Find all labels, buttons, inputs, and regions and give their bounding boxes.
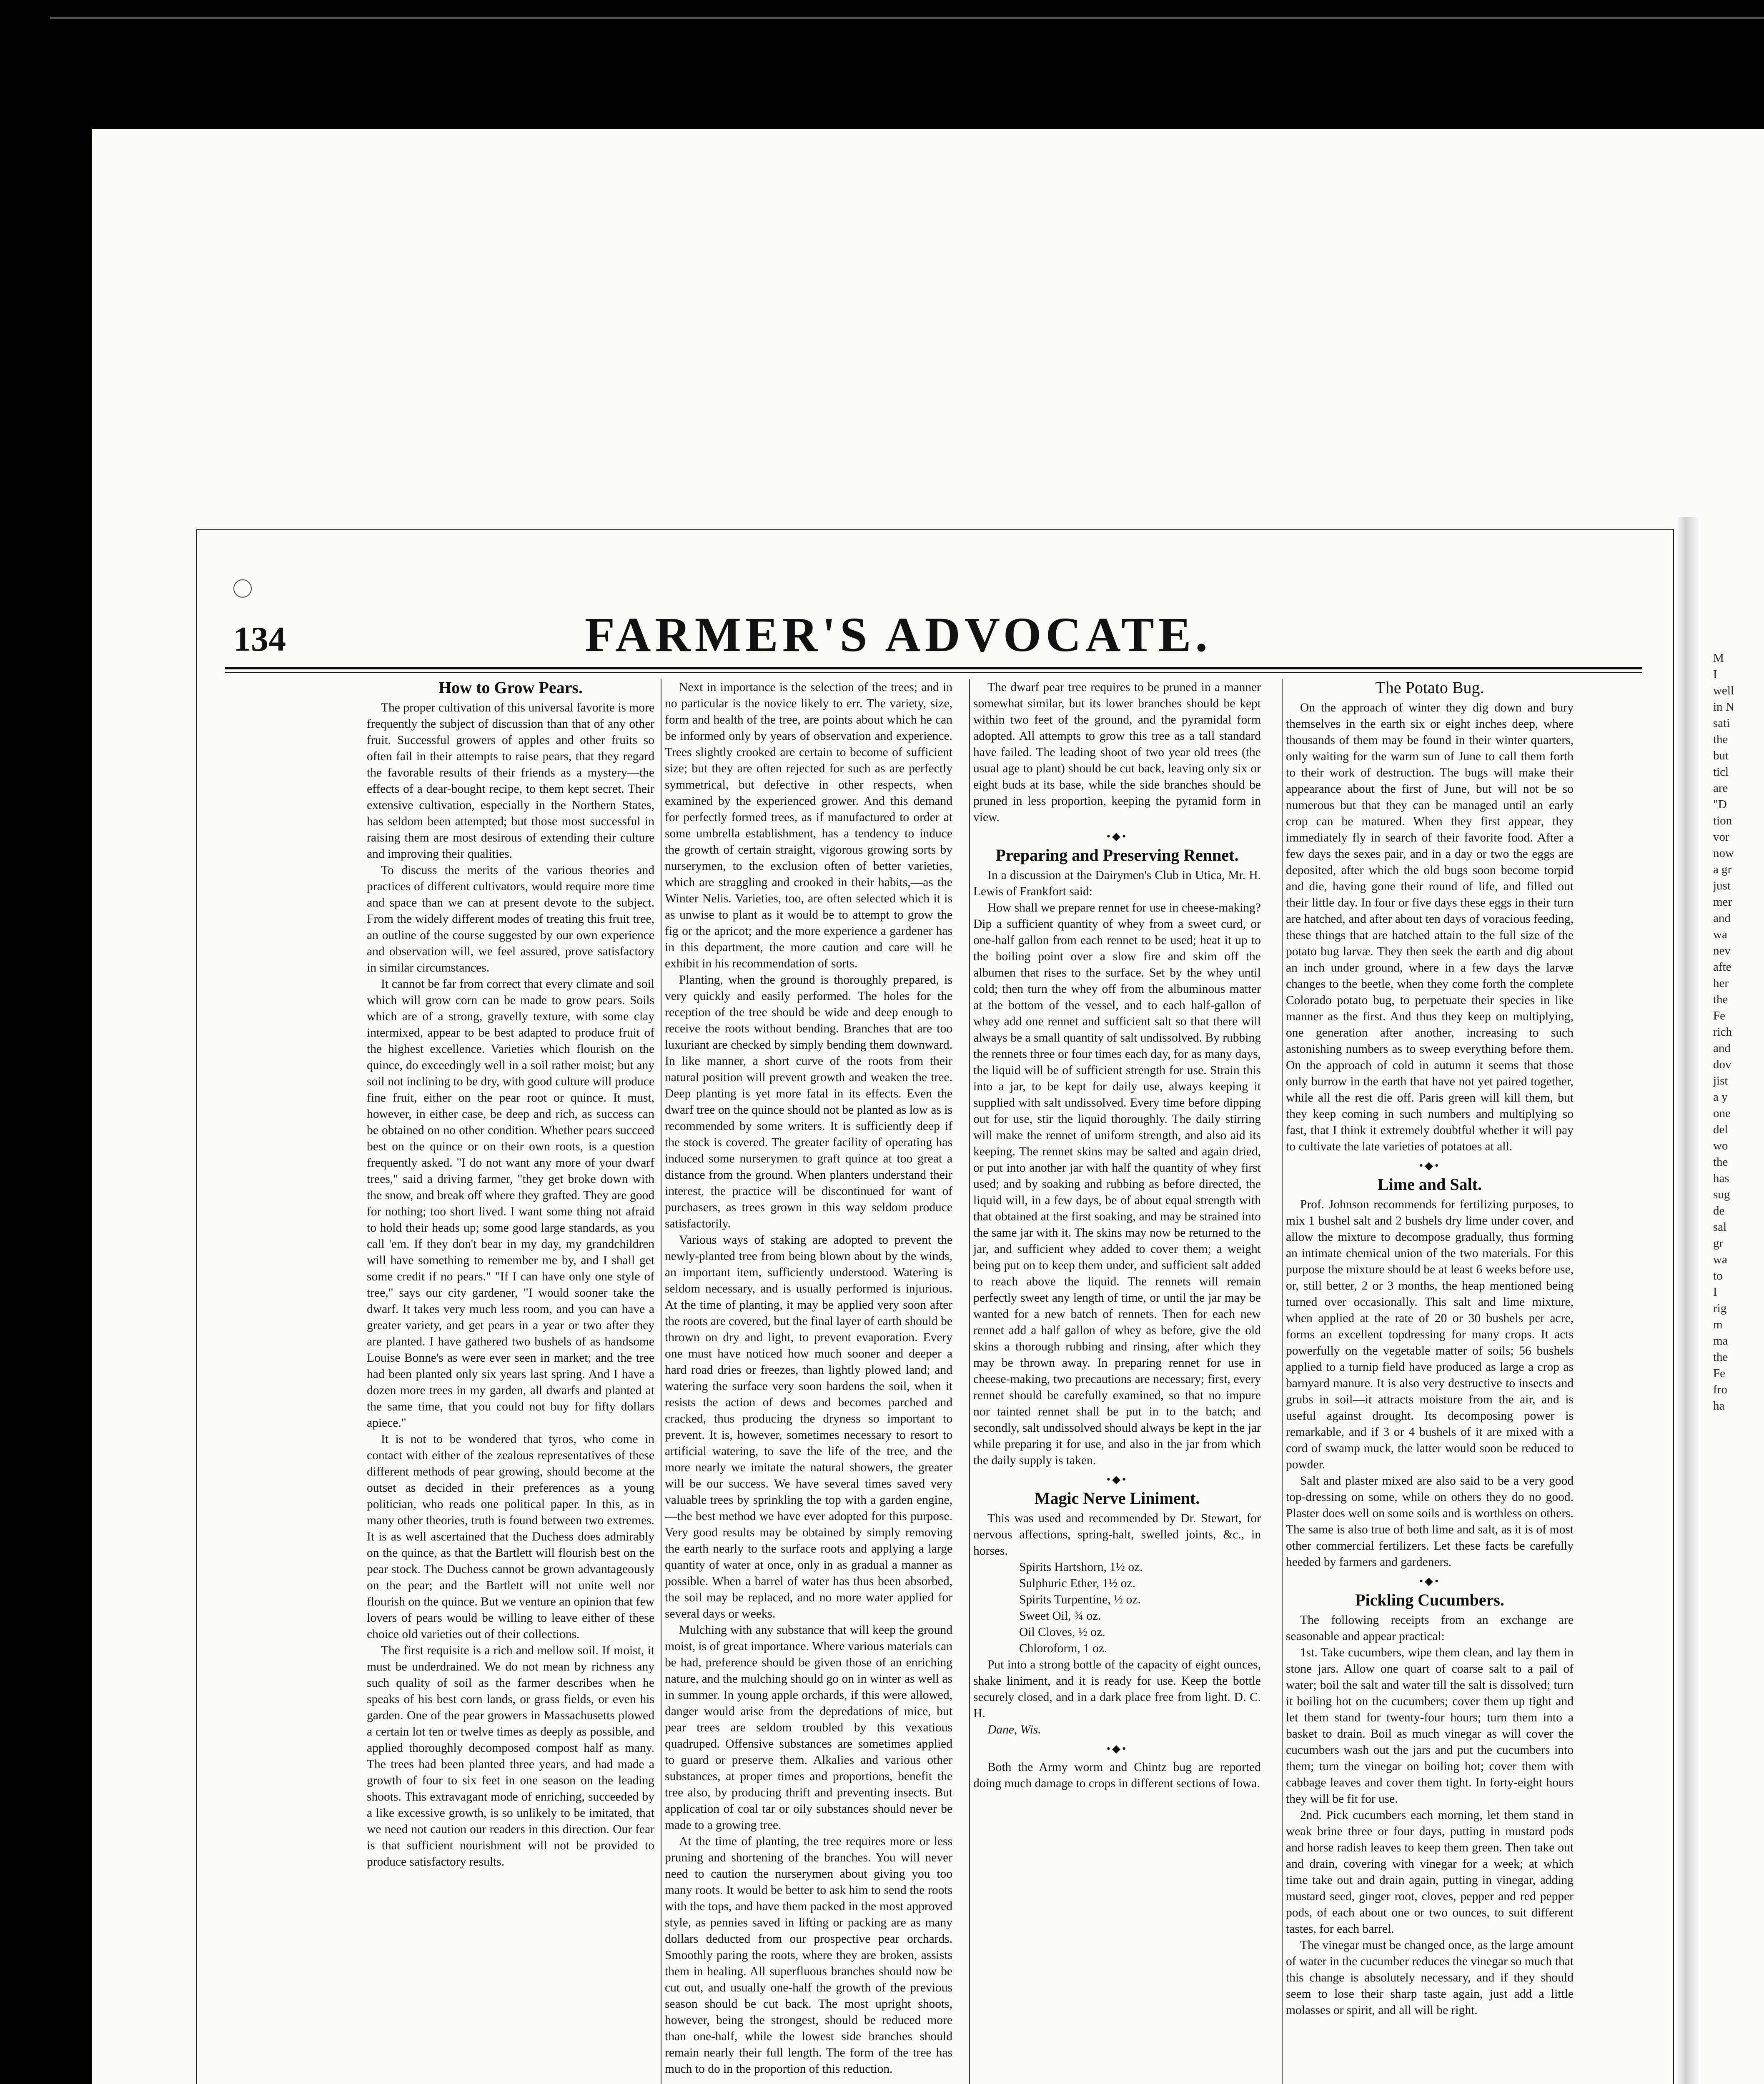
article-title-liniment: Magic Nerve Liniment.: [1034, 1489, 1200, 1508]
article-paragraph: The vinegar must be changed once, as the large amount of water in the cucumber reduces the vinegar so much that this change is absolutely necessary, and if they should seem to lose their sharp taste again, just add a little molasses or spirit, and all will be right.: [1286, 1939, 1574, 2017]
ingredient-line: Sweet Oil, ¾ oz.: [1019, 1609, 1101, 1623]
article-paragraph: This was used and recommended by Dr. Stewart, for nervous affections, spring-halt, swelled joints, &c., in horses.: [973, 1512, 1261, 1558]
masthead-title: FARMER'S ADVOCATE.: [584, 607, 1212, 662]
article-paragraph: At the time of planting, the tree requires more or less pruning and shortening of the branches. You will never need to caution the nurserymen about giving you too many roots. It would be better to ask him to send the roots with the tops, and have them packed in the most approved style, as pennies saved in lifting or packing are as many dollars deducted from our prospective pear orchards. Smoothly paring the roots, where they are broken, assists them in healing. All superfluous branches should now be cut out, and usually one-half the growth of the previous season should be cut back. The most upright shoots, however, being the strongest, should be reduced more than one-half, while the lowest side branches should remain nearly their full length. The form of the tree has much to do in the proportion of this reduction.: [665, 1835, 952, 2076]
facing-page-fragment-line: M: [1713, 651, 1724, 665]
column-3: [973, 679, 1261, 2084]
facing-page-fragment-line: are: [1713, 782, 1728, 795]
facing-page-fragment-line: fro: [1713, 1383, 1727, 1396]
article-paragraph: It cannot be far from correct that every climate and soil which will grow corn can be made to grow pears. Soils which are of a strong, gravelly texture, with some clay intermixed, appear to be best adapted to produce fruit of the highest excellence. Varieties which flourish on the quince, do exceedingly well in a soil rather moist; but any soil not inclining to be dry, with good culture will produce fine fruit, either on the pear root or quince. It must, however, in either case, be deep and rich, as success can be obtained on no other condition. Whether pears succeed best on the quince or on their own roots, is a question frequently asked. "I do not want any more of your dwarf trees," said a driving farmer, "they get broke down with the snow, and break off where they grafted. They are good for nothing; too short lived. I want some thing not afraid to hold their heads up; some good large standards, as you call 'em. If they don't bear in my day, my grandchildren will have something to remember me by, and I shall get some credit if no pears." "If I can have only one style of tree," says our city gardener, "I would sooner take the dwarf. It takes very much less room, and you can have a greater variety, and get pears in a year or two after they are planted. I have gathered two bushels of as handsome Louise Bonne's as were ever seen in market; and the tree had been planted only six years last spring. And I have a dozen more trees in my garden, all dwarfs and planted at the same time, that you could not buy for fifty dollars apiece.": [367, 977, 654, 1430]
facing-page-fragment-line: wo: [1713, 1139, 1728, 1152]
column-divider: [969, 679, 970, 2084]
article-paragraph: Salt and plaster mixed are also said to be a very good top-dressing on some, while on others they do no good. Plaster does well on some soils and is worthless on others. The same is also true of both lime and salt, as it is of most other commercial fertilizers. Let these facts be carefully heeded by farmers and gardeners.: [1286, 1474, 1574, 1569]
article-paragraph: The first requisite is a rich and mellow soil. If moist, it must be underdrained. We do not mean by richness any such quality of soil as the farmer describes when he speaks of his best corn lands, or grass fields, or even his garden. One of the pear growers in Massachusetts plowed a certain lot ten or twelve times as deeply as possible, and applied thoroughly decomposed compost half as many. The trees had been planted three years, and had made a growth of four to six feet in one season on the leading shoots. This extravagant mode of enriching, succeeded by a like excessive growth, is so unlikely to be imitated, that we need not caution our readers in this direction. Our fear is that sufficient nourishment will not be provided to produce satisfactory results.: [367, 1644, 654, 1869]
facing-page-fragment-line: jist: [1713, 1074, 1728, 1087]
ingredient-line: Spirits Turpentine, ½ oz.: [1019, 1593, 1141, 1606]
article-paragraph: Prof. Johnson recommends for fertilizing purposes, to mix 1 bushel salt and 2 bushels dry lime under cover, and allow the mixture to decompose gradually, thus forming an intimate chemical union of the two materials. For this purpose the mixture should be at least 6 weeks before use, or, still better, 2 or 3 months, the heap mentioned being turned over occasionally. This salt and lime mixture, when applied at the rate of 20 or 30 bushels per acre, forms an excellent topdressing for many crops. It acts powerfully on the vegetable matter of soils; 56 bushels applied to a turnip field have produced as large a crop as barnyard manure. It is also very destructive to insects and grubs in soil—it attracts moisture from the air, and is useful against drought. Its decomposing power is remarkable, and if 3 or 4 bushels of it are mixed with a cord of swamp muck, the latter would soon be reduced to powder.: [1286, 1198, 1574, 1471]
column-1: [367, 679, 654, 2084]
facing-page-fragment-line: Fe: [1713, 1367, 1725, 1380]
article-paragraph: Planting, when the ground is thoroughly prepared, is very quickly and easily performed. The holes for the reception of the tree should be wide and deep enough to receive the roots without bending. Branches that are too luxuriant are checked by simply bending them downward. In like manner, a short curve of the roots from their natural position will prevent growth and weaken the tree. Deep planting is yet more fatal in its effects. Even the dwarf tree on the quince should not be planted as low as is recommended by some writers. It is sufficiently deep if the stock is covered. The greater facility of operating has induced some nurserymen to graft quince at too great a distance from the ground. When planters understand their interest, the practice will be discontinued for want of purchasers, as trees grown in this way seldom produce satisfactorily.: [665, 973, 952, 1230]
section-separator: •◆•: [1106, 1473, 1128, 1485]
ingredient-line: Sulphuric Ether, 1½ oz.: [1019, 1577, 1136, 1590]
article-paragraph: How shall we prepare rennet for use in cheese-making? Dip a sufficient quantity of whey from a sweet curd, or one-half gallon from each rennet to be used; heat it up to the boiling point over a slow fire and skim off the albumen that rises to the surface. Set by the whey until cold; then turn the whey off from the albuminous matter at the bottom of the vessel, and to each half-gallon of whey add one rennet and sufficient salt so that there will always be a small quantity of salt undissolved. By rubbing the rennets three or four times each day, for as many days, the liquid will be of sufficient strength for use. Strain this into a jar, to be kept for daily use, always keeping it supplied with salt undissolved. Every time before dipping out for use, stir the liquid thoroughly. The daily stirring will make the rennet of uniform strength, and also aid its keeping. The rennet skins may be salted and again dried, or put into another jar with half the quantity of whey first used; and by soaking and rubbing as before directed, the liquid will, in a few days, be of about equal strength with that obtained at the first soaking, and may be strained into the same jar with it. The skins may now be returned to the jar, and sufficient whey added to cover them; a weight being put on to keep them under, and sufficient salt added to reach above the liquid. The rennets will remain perfectly sweet any length of time, or until the jar may be wanted for a new batch of rennets. Then for each new rennet add a half gallon of whey as before, give the old skins a thorough rubbing and rinsing, after which they may be thrown away. In preparing rennet for use in cheese-making, two precautions are necessary; first, every rennet should be carefully examined, so that no impure nor tainted rennet shall be put in to the batch; and secondly, salt undissolved should always be kept in the jar while preparing it for use, and also in the jar from which the daily supply is taken.: [973, 901, 1261, 1467]
facing-page-fragment-line: del: [1713, 1123, 1728, 1136]
article-paragraph: Various ways of staking are adopted to prevent the newly-planted tree from being blown about by the winds, an important item, sufficiently understood. Watering is seldom necessary, and is usually performed is injurious. At the time of planting, it may be applied very soon after the roots are covered, but the final layer of earth should be thrown on dry and light, to prevent evaporation. Every one must have noticed how much sooner and deeper a hard road dries or freezes, than lightly plowed land; and watering the surface very soon hardens the soil, when it resists the action of dews and becomes parched and cracked, thus producing the dryness so important to prevent. It is, however, sometimes necessary to resort to artificial watering, to save the life of the tree, and the more nearly we imitate the natural showers, the greater will be our success. We have several times saved very valuable trees by sprinkling the top with a garden engine,—the best method we have ever adopted for this purpose. Very good results may be obtained by simply removing the earth nearly to the surface roots and applying a large quantity of water at once, only in as gradual a manner as possible. When a barrel of water has thus been absorbed, the soil may be replaced, and no more water applied for several days or weeks.: [665, 1233, 952, 1621]
facing-page-fragment-line: a gr: [1713, 863, 1732, 876]
news-note: Both the Army worm and Chintz bug are reported doing much damage to crops in different sections of Iowa.: [973, 1761, 1261, 1790]
article-title-cucumbers: Pickling Cucumbers.: [1355, 1591, 1504, 1609]
section-separator: •◆•: [1419, 1575, 1441, 1587]
facing-page-fragment-line: now: [1713, 847, 1734, 860]
film-border-top: [0, 0, 1764, 129]
facing-page-fragment-line: rich: [1713, 1025, 1732, 1039]
facing-page-fragment-line: ticl: [1713, 765, 1729, 779]
ingredient-line: Spirits Hartshorn, 1½ oz.: [1019, 1560, 1143, 1574]
header-rule: [225, 667, 1642, 669]
article-paragraph: The dwarf pear tree requires to be pruned in a manner somewhat similar, but its lower branches should be kept within two feet of the ground, and the pyramidal form adopted. All attempts to grow this tree as a tall standard have failed. The leading shoot of two year old trees (the usual age to plant) should be cut back, leaving only six or eight buds at its base, while the side branches should be pruned in less proportion, keeping the pyramid form in view.: [973, 681, 1261, 824]
facing-page-fragment-line: Fe: [1713, 1009, 1725, 1022]
facing-page-fragment-line: the: [1713, 993, 1728, 1006]
column-divider: [661, 679, 662, 2084]
facing-page-fragment-line: afte: [1713, 960, 1731, 974]
facing-page-fragment-line: well: [1713, 684, 1734, 697]
facing-page-fragment-line: "D: [1713, 798, 1727, 811]
article-title-pears: How to Grow Pears.: [438, 679, 583, 697]
article-paragraph: To discuss the merits of the various theories and practices of different cultivators, would require more time and space than we can at present devote to the subject. From the widely different modes of treating this fruit tree, an outline of the course suggested by our own experience and observation will, we feel assured, prove satisfactory in similar circumstances.: [367, 864, 654, 974]
facing-page-fragment: [1713, 650, 1759, 1609]
film-rule: [50, 17, 1764, 19]
facing-page-fragment-line: the: [1713, 1350, 1728, 1364]
facing-page-fragment-line: one: [1713, 1107, 1731, 1120]
facing-page-fragment-line: ma: [1713, 1334, 1728, 1348]
facing-page-fragment-line: de: [1713, 1204, 1725, 1217]
facing-page-fragment-line: mer: [1713, 895, 1732, 909]
article-paragraph: On the approach of winter they dig down and bury themselves in the earth six or eight inches deep, where thousands of them may be found in their winter quarters, only waiting for the warm sun of June to call them forth to their work of destruction. The bugs will make their appearance about the first of June, but will not be so numerous but that they can be managed until an early crop can be matured. When they first appear, they immediately fly in search of their favorite food. After a few days the sexes pair, and in a day or two the eggs are deposited, after which the old bugs soon become torpid and die, having gone their round of life, and filled out their little day. In four or five days these eggs in their turn are hatched, and after about ten days of voracious feeding, these things that are hatched attain to the full size of the potato bug larvæ. They then seek the earth and dig about an inch under ground, where in a few days the larvæ changes to the beetle, when they come forth the complete Colorado potato bug, to perpetuate their species in like manner as the first. And thus they keep on multiplying, one generation after another, increasing to such astonishing numbers as to sweep everything before them. On the approach of cold in autumn it seems that those only burrow in the earth that have not yet paired together, while all the rest die off. Paris green will kill them, but they keep coming in such numbers and multiplying so fast, that I think it extremely doubtful whether it will pay to cultivate the late varieties of potatoes at all.: [1286, 701, 1574, 1153]
ingredient-line: Oil Cloves, ½ oz.: [1019, 1626, 1105, 1639]
facing-page-fragment-line: in N: [1713, 700, 1734, 714]
header-rule-thin: [225, 672, 1642, 673]
binding-hole-mark: [233, 579, 252, 598]
facing-page-fragment-line: wa: [1713, 928, 1727, 941]
facing-page-fragment-line: I: [1713, 668, 1717, 681]
article-paragraph: 2nd. Pick cucumbers each morning, let them stand in weak brine three or four days, putting in mustard pods and horse radish leaves to keep them green. Then take out and drain, covering with vinegar for a week; at which time take out and drain again, putting in vinegar, adding mustard seed, ginger root, cloves, pepper and red pepper pods, of each about one or two ounces, to suit different tastes, for each barrel.: [1286, 1808, 1574, 1936]
section-separator: •◆•: [1106, 1743, 1128, 1755]
facing-page-fragment-line: just: [1713, 879, 1731, 892]
facing-page-fragment-line: tion: [1713, 814, 1732, 827]
facing-page-fragment-line: sug: [1713, 1188, 1730, 1201]
article-paragraph: It is not to be wondered that tyros, who come in contact with either of the zealous representatives of these different methods of pear growing, should become at the outset as decided in their preferences as a young politician, who reads one political paper. In this, as in many other theories, truth is found between two extremes. It is as well ascertained that the Duchess does admirably on the quince, as that the Bartlett will flourish best on the pear stock. The Duchess cannot be grown advantageously on the pear; and the Bartlett will not unite well nor flourish on the quince. But we venture an opinion that few lovers of pears would be willing to leave either of these choice old varieties out of their collections.: [367, 1433, 654, 1641]
article-paragraph: The proper cultivation of this universal favorite is more frequently the subject of discussion than that of any other fruit. Successful growers of apples and other fruits so often fail in their attempts to raise pears, that they regard the favorable results of their friends as a mystery—the effects of a dear-bought recipe, to them kept secret. Their extensive cultivation, especially in the Northern States, has seldom been attempted; but those most successful in raising them are most desirous of extending their culture and improving their qualities.: [367, 701, 654, 861]
facing-page-fragment-line: and: [1713, 1042, 1731, 1055]
facing-page-fragment-line: wa: [1713, 1253, 1727, 1266]
section-separator: •◆•: [1106, 830, 1128, 842]
column-2: [665, 679, 952, 2084]
article-paragraph: Next in importance is the selection of the trees; and in no particular is the novice likely to err. The variety, size, form and health of the tree, are points about which he can be informed only by years of observation and experience. Trees slightly crooked are certain to become of sufficient size; but they are often rejected for such as are perfectly symmetrical, but defective in other respects, when examined by the experienced grower. And this demand for perfectly formed trees, as if manufactured to order at some umbrella establishment, has a tendency to induce the growth of certain straight, vigorous growing sorts by nurserymen, to the exclusion often of better varieties, which are straggling and crooked in their habits,—as the Winter Nelis. Varieties, too, are often selected which it is as unwise to plant as it would be to attempt to grow the fig or the apricot; and the more experience a gardener has in this department, the more caution and care will he exhibit in his recommendation of sorts.: [665, 681, 952, 970]
facing-page-fragment-line: the: [1713, 733, 1728, 746]
page-gutter: [1676, 517, 1701, 2084]
article-paragraph: Put into a strong bottle of the capacity of eight ounces, shake liniment, and it is ready for use. Keep the bottle securely closed, and in a dark place free from light. D. C. H.: [973, 1658, 1261, 1720]
column-4: [1286, 679, 1574, 2084]
facing-page-fragment-line: m: [1713, 1318, 1723, 1331]
article-title-lime-salt: Lime and Salt.: [1377, 1175, 1482, 1194]
facing-page-fragment-line: rig: [1713, 1302, 1727, 1315]
facing-page-fragment-line: nev: [1713, 944, 1731, 957]
ingredient-line: Chloroform, 1 oz.: [1019, 1642, 1108, 1655]
facing-page-fragment-line: gr: [1713, 1237, 1724, 1250]
signature-place: Dane, Wis.: [987, 1723, 1041, 1736]
facing-page-fragment-line: her: [1713, 977, 1729, 990]
article-title-rennet: Preparing and Preserving Rennet.: [995, 846, 1239, 864]
article-paragraph: 1st. Take cucumbers, wipe them clean, and lay them in stone jars. Allow one quart of coarse salt to a pail of water; boil the salt and water till the salt is dissolved; turn it boiling hot on the cucumbers; cover them up tight and let them stand for twenty-four hours; turn them into a basket to drain. Boil as much vinegar as will cover the cucumbers wash out the jars and put the cucumbers into them; turn the vinegar on boiling hot; cover them with cabbage leaves and cover them tight. In forty-eight hours they will be fit for use.: [1286, 1646, 1574, 1806]
facing-page-fragment-line: a y: [1713, 1090, 1728, 1104]
facing-page-fragment-line: and: [1713, 912, 1731, 925]
facing-page-fragment-line: to: [1713, 1269, 1723, 1282]
article-paragraph: Mulching with any substance that will keep the ground moist, is of great importance. Where various materials can be had, preference should be given those of an enriching nature, and the mulching should go on in winter as well as in summer. In young apple orchards, if this were allowed, danger would arise from the depredations of mice, but pear trees are seldom troubled by this vexatious quadruped. Offensive substances are sometimes applied to guard or preserve them. Alkalies and various other substances, at proper times and proportions, benefit the tree also, by producing thrift and preventing insects. But application of coal tar or oily substances should never be made to a growing tree.: [665, 1623, 952, 1832]
page-number: 134: [233, 620, 286, 659]
section-separator: •◆•: [1419, 1160, 1441, 1172]
facing-page-fragment-line: but: [1713, 749, 1729, 762]
article-paragraph: The following receipts from an exchange are seasonable and appear practical:: [1286, 1613, 1574, 1643]
facing-page-fragment-line: dov: [1713, 1058, 1731, 1071]
facing-page-fragment-line: I: [1713, 1285, 1717, 1299]
column-divider: [1282, 679, 1283, 2084]
facing-page-fragment-line: vor: [1713, 830, 1729, 844]
article-title-potato-bug: The Potato Bug.: [1375, 679, 1484, 697]
facing-page-fragment-line: the: [1713, 1155, 1728, 1169]
facing-page-fragment-line: ha: [1713, 1399, 1725, 1413]
article-paragraph: In a discussion at the Dairymen's Club in Utica, Mr. H. Lewis of Frankfort said:: [973, 869, 1261, 898]
facing-page-fragment-line: sati: [1713, 716, 1730, 730]
facing-page-fragment-line: has: [1713, 1172, 1729, 1185]
facing-page-fragment-line: sal: [1713, 1220, 1727, 1234]
